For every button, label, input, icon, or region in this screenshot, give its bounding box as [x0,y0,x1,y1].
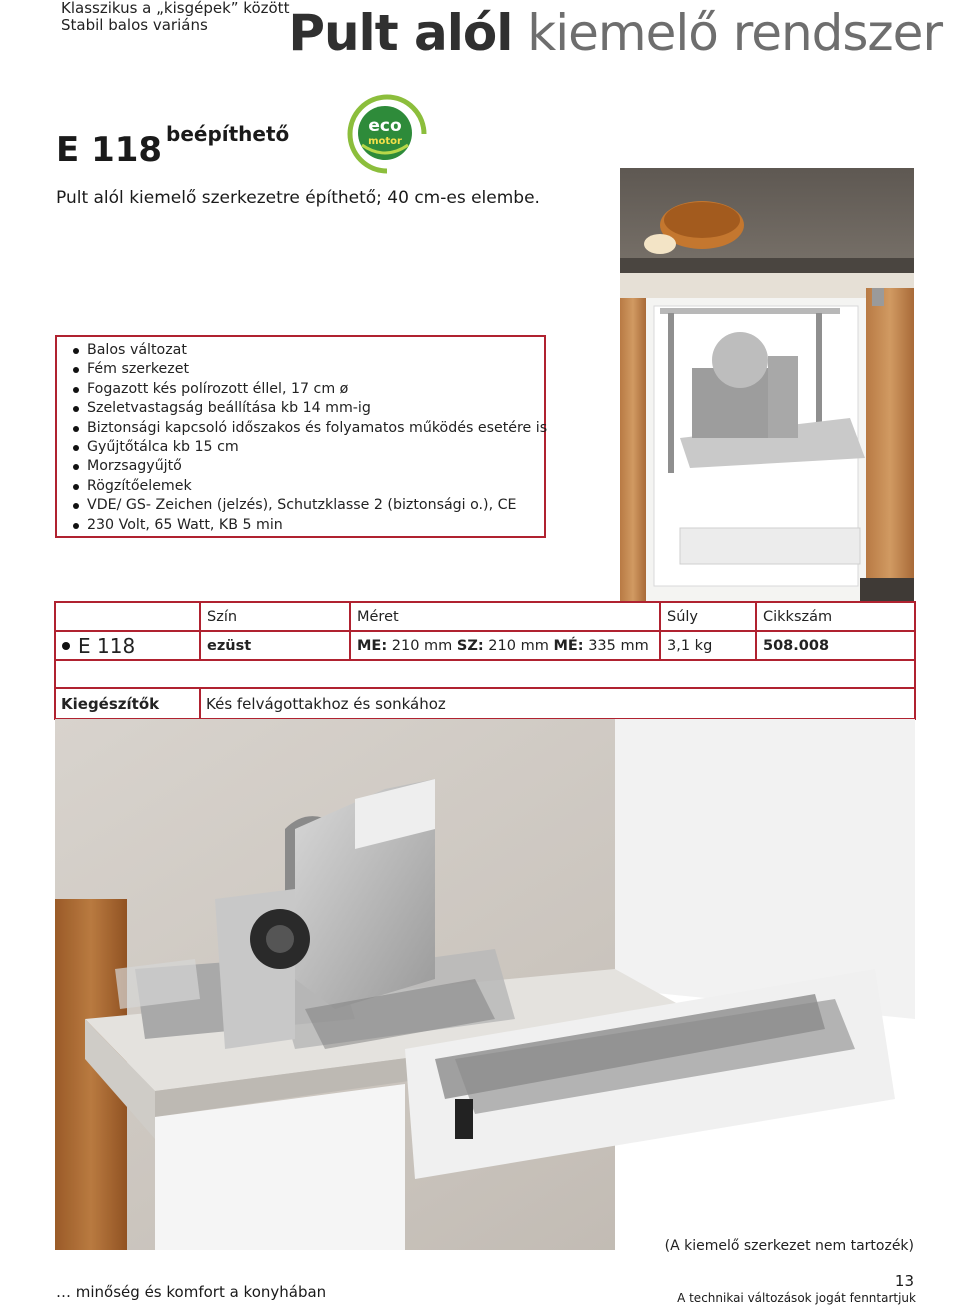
category-line-1: Klasszikus a „kisgépek” között [61,0,290,17]
feature-list-box [55,335,546,538]
spec-header-sku: Cikkszám [756,602,915,631]
feature-item: Gyűjtőtálca kb 15 cm [73,438,534,457]
category-line-2: Stabil balos variáns [61,16,208,34]
image-caption: (A kiemelő szerkezet nem tartozék) [664,1238,914,1254]
product-photo-cabinet [620,168,914,601]
bullet-dot [62,642,70,650]
eco-text: eco [368,116,402,136]
accessories-label: Kiegészítők [55,688,200,719]
spec-table [54,601,916,661]
spec-size-value: ME: 210 mm SZ: 210 mm MÉ: 335 mm [350,631,660,660]
feature-item: Szeletvastagság beállítása kb 14 mm-ig [73,399,534,418]
product-model: E 118 [56,130,163,170]
eco-motor-logo [346,93,428,175]
feature-item: Biztonsági kapcsoló időszakos és folyamatos működés esetére is [73,419,534,438]
footer-disclaimer: A technikai változások jogát fenntartjuk [677,1291,916,1305]
feature-item: VDE/ GS- Zeichen (jelzés), Schutzklasse 2 (biztonsági o.), CE [73,496,534,515]
spec-header-size: Méret [350,602,660,631]
accessories-value: Kés felvágottakhoz és sonkához [200,688,915,719]
spec-header-color: Szín [200,602,350,631]
spec-header-empty [55,602,200,631]
page-title-light: kiemelő rendszer [527,4,942,62]
page-title [288,4,942,62]
feature-item: 230 Volt, 65 Watt, KB 5 min [73,516,534,535]
spec-color-value: ezüst [200,631,350,660]
page-title-bold: Pult alól [288,4,513,62]
feature-item: Fogazott kés polírozott éllel, 17 cm ø [73,380,534,399]
spec-header-weight: Súly [660,602,756,631]
product-photo-slicer [55,719,915,1250]
spec-weight-value: 3,1 kg [660,631,756,660]
spec-table-row [55,631,915,660]
feature-item: Fém szerkezet [73,360,534,379]
footer-slogan: … minőség és komfort a konyhában [56,1283,327,1301]
spec-model-code: E 118 [78,633,136,658]
feature-item: Morzsagyűjtő [73,457,534,476]
feature-item: Balos változat [73,341,534,360]
page-number: 13 [894,1272,914,1290]
accessories-spacer-row [55,660,915,688]
accessories-table [54,659,916,720]
feature-item: Rögzítőelemek [73,477,534,496]
motor-text: motor [368,136,402,147]
spec-model-cell [55,631,200,660]
spec-table-header-row [55,602,915,631]
product-description: Pult alól kiemelő szerkezetre építhető; 40 cm-es elembe. [56,188,540,208]
spec-sku-value: 508.008 [756,631,915,660]
product-tag: beépíthető [166,122,290,146]
